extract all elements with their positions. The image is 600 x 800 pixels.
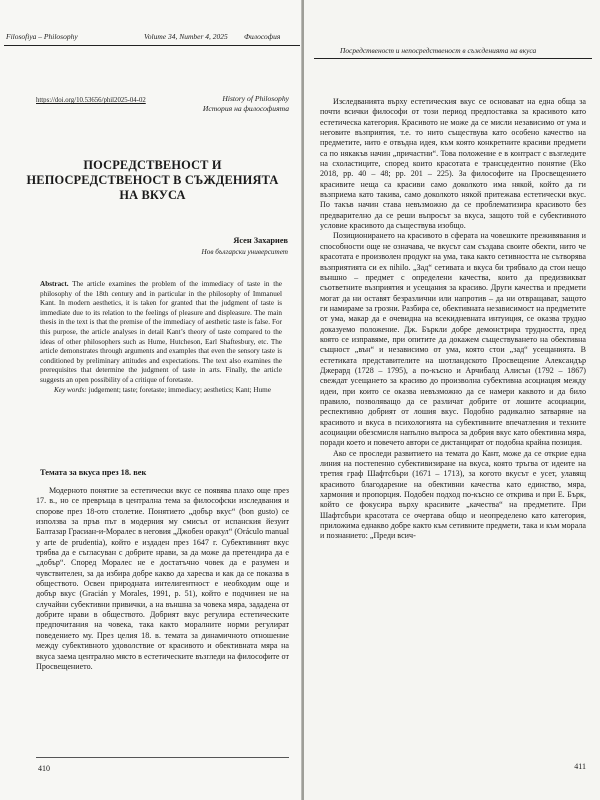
header-rule-right (314, 58, 592, 59)
abstract-label: Abstract. (40, 280, 69, 288)
abstract-text: The article examines the problem of the immediacy of taste in the philosophy of the 18th century and in particular in the philosophy of Immanuel Kant. In modern aesthetics, it is taken for granted that the judgment of taste is immediate due to its relation to the feelings of pleasure and displeasure. The main thesis in the text is that the premise of the immediacy of aesthetic taste is false. For this purpose, the article analyses in detail Kant’s theory of taste compared to the ideas of other philosophers such as Hume, Hutcheson, Earl Shaftesbury, etc. The article demonstrates through arguments and examples that even the sensory taste is conditioned by preliminary attitudes and expectations. The text also examines the prerequisites that determine the judgment of taste in arts. Finally, the article suggests an open possibility of a critique of foretaste. (40, 280, 282, 384)
right-body-text (320, 97, 586, 542)
left-body-text (36, 486, 289, 672)
body-paragraph: Позиционирането на красивото в сферата на човешките преживявания и способности още не означава, че вкусът сам създава своите обекти, нито че красотата е произволен продукт на ума, така както сетивността не сътворява възприятията си ex nihilo. „Зад“ сетивата и вкуса би трябвало да стои нещо външно – предмет с определени качества, които да предизвикват съответните възприятия и усещания за красиво. Други качества и предмети могат да ни оставят безразлични или напротив – да ни отвращават, защото ги намираме за грозни. Разбира се, обективната независимост на предметите от ума, макар да е очевидна на всекидневната интуиция, се оказва трудно доказуемо положение. Дж. Бъркли добре демонстрира трудността, пред която се изправяме, при опитите да докажем съществуването на обективна същност „вън“ и независимо от ума, която стои „зад“ усещанията. В естетиката представителите на шотландското Просвещение Александър Джерард (1728 – 1795), а по-късно и Арчибалд Алисън (1792 – 1867) свеждат усещането за красиво до произволна субективна асоциация между идеи, при които се оказва невъзможно да се намери каквото и да било правило, позволяващо да се различат добрите от лошите асоциации, респективно добрият от лошия вкус. Подобно радикално затваряне на красивото и вкуса в психологията на субективните впечатления и техните асоциации обезсмисля напълно въпроса за добрия вкус като обективна мяра, поради което и повечето автори се дистанцират от подобна крайна позиция. (320, 231, 586, 448)
author-name: Ясен Захариев (233, 236, 288, 245)
body-paragraph: Изследванията върху естетическия вкус се основават на една обща за почти всички философи от този период предпоставка за красивото като естетическа категория. Красивото не може да се мисли независимо от ума и неговите възприятия, т.е. то нито съществува като особено качество на предметите, нито е отвъдна идея, към която конкретните красиви предмети са по някакъв начин „причастни“. Това положение е в контраст с възгледите на схоластиците, според които красотата е трансцедентно понятие (Eko 2018, pp. 40 – 48; pp. 201 – 225). За философите на Просвещението красивите неща са красиви само доколкото има някой, който да ги възприема като такива, само доколкото някой притежава естетически вкус. По такъв начин става невъзможно да се проблематизира красивото без предварително да се реши въпросът за вкуса, защото той е субективното условие красивото да съществува изобщо. (320, 97, 586, 231)
page-number-right: 411 (574, 762, 586, 771)
body-paragraph: Модерното понятие за естетически вкус се появява плахо още през 17. в., но се превръща в централна тема за философски изследвания и спорове през 18-ото столетие. Понятието „добър вкус“ (bon gusto) се използва за пръв път в модерния му смисъл от испанския йезуит Балтазар Грасиан-и-Моралес в неговия „Джобен оракул“ (Oráculo manual y arte de prudentia), който е издаден през 1647 г. Субективният вкус трябва да е съгласуван с добрите нрави, за да може да претендира да е „добър“. Според Моралес не е достатъчно човек да е разумен и чувствителен, за да избира добре какво да харесва и как да се показва в обществото. Освен природната интелигентност е необходим още и добър вкус (Gracián y Morales, 1991, p. 51), който е подчинен не на случайни субективни привички, а на външна за човека мяра, зададена от добрите нрави в обществото. Добрият вкус регулира естетическите предпочитания на човека, така както моралните норми регулират поведението му. През целия 18. в. темата за динамичното отношение между субективното удоволствие от красивото и обективната мяра на вкуса заема централно място в естетическите възгледи на философите от Просвещението. (36, 486, 289, 671)
header-rule (4, 45, 300, 46)
page-number-left: 410 (38, 764, 50, 773)
volume-info: Volume 34, Number 4, 2025 (144, 32, 228, 41)
keywords-label: Key words: (54, 385, 87, 394)
section-label-bg: История на философията (202, 104, 289, 113)
body-paragraph: Ако се проследи развитието на темата до Кант, може да се открие една линия на постепенно субективизиране на вкуса, която тръгва от идеите на третия граф Шафтсбъри (1671 – 1713), за когото вкусът е усет, улавящ красивото благодарение на обективни качества като единство, мяра, хармония и пропорция. Подобен подход по-късно се открива и при Е. Бърк, който се фокусира върху красивите „качества“ на предметите. При Шафтсбъри красотата се очертава общо и неопределено като категория, приложима еднакво добре както към сетивните предмети, така и към морала и познанието: „Преди всич- (320, 448, 586, 541)
section-heading: Темата за вкуса през 18. век (40, 468, 147, 477)
author-affiliation: Нов български университет (201, 248, 288, 256)
doi-link[interactable]: https://doi.org/10.53656/phil2025-04-02 (36, 97, 146, 104)
section-label-en: History of Philosophy (222, 94, 289, 103)
footer-rule (36, 757, 289, 758)
journal-name: Filosofiya – Philosophy (6, 32, 78, 41)
running-header: Посредственост и непосредственост в съжденията на вкуса (340, 46, 537, 55)
journal-name-bg: Философия (244, 32, 281, 41)
right-page (304, 0, 600, 800)
abstract (40, 280, 282, 395)
article-title: ПОСРЕДСТВЕНОСТ И НЕПОСРЕДСТВЕНОСТ В СЪЖДЕНИЯТА НА ВКУСА (26, 158, 279, 202)
keywords-text: judgement; taste; foretaste; immediacy; aesthetics; Kant; Hume (88, 385, 271, 394)
